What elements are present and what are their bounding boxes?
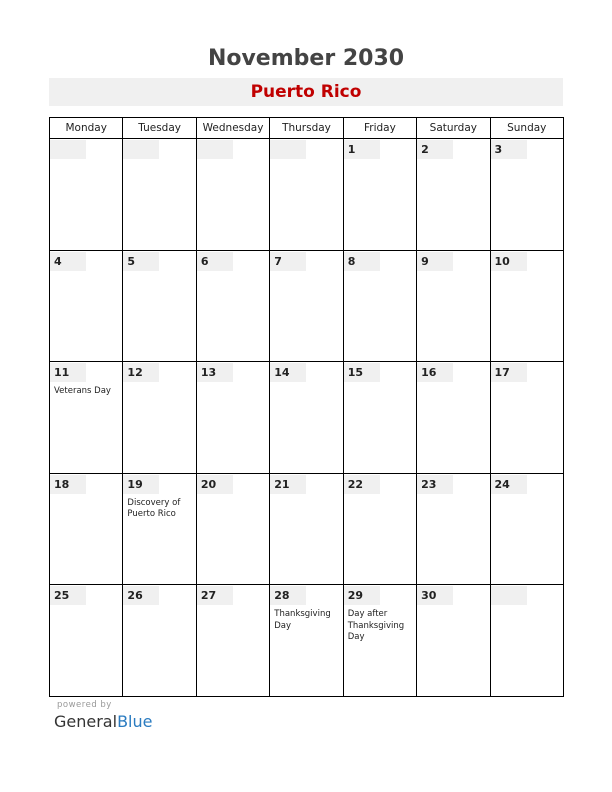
day-number-box [123,140,159,159]
weekday-header: Friday [344,118,417,139]
week-row [50,139,564,251]
day-number-box [344,252,380,271]
day-cell [344,362,417,474]
calendar-grid [49,117,564,697]
day-cell [491,251,564,363]
day-cell [344,585,417,697]
day-number: 4 [54,254,62,268]
day-number-box [50,363,86,382]
day-number-box [417,363,453,382]
day-cell [491,474,564,586]
day-number-box [270,475,306,494]
day-cell [197,251,270,363]
day-cell [197,362,270,474]
day-number: 6 [200,254,209,268]
day-number-box [197,140,233,159]
weekday-header: Monday [50,118,123,139]
day-cell [491,585,564,697]
day-number-box [344,586,380,605]
day-cell [270,251,343,363]
day-cell [123,362,196,474]
generalblue-logo[interactable] [54,712,152,731]
day-number-box [491,586,527,605]
day-number-box [344,140,380,159]
day-cell [50,474,123,586]
country-name: Puerto Rico [250,82,362,102]
day-number-box [123,363,159,382]
day-number-box [344,475,380,494]
day-number: 20 [200,477,217,491]
day-number-box [491,475,527,494]
day-number: 7 [274,254,282,268]
day-cell [270,139,343,251]
day-cell [197,474,270,586]
day-number: 10 [494,254,510,268]
week-row [50,585,564,697]
day-number: 25 [54,589,70,603]
day-cell [491,139,564,251]
day-number-box [197,252,233,271]
day-number: 12 [127,366,143,380]
brand-general: General [54,712,118,731]
day-number: 15 [347,366,363,380]
day-cell [344,139,417,251]
day-number: 26 [127,589,143,603]
day-number-box [417,586,453,605]
day-number: 27 [200,589,217,603]
day-cell [270,585,343,697]
day-cell [50,362,123,474]
day-cell [197,139,270,251]
day-number-box [270,140,306,159]
holiday-label: Veterans Day [54,386,111,397]
day-number-box [491,363,527,382]
day-number: 11 [54,366,70,380]
day-number: 8 [347,254,356,268]
day-cell [50,139,123,251]
day-cell [197,585,270,697]
brand-blue: Blue [117,712,153,731]
day-number-box [197,475,233,494]
holiday-label: Thanksgiving Day [274,609,331,631]
day-number: 21 [274,477,290,491]
day-cell [123,585,196,697]
day-number: 2 [421,143,429,156]
day-number: 9 [421,254,429,268]
day-cell [50,585,123,697]
holiday-label: Day after Thanksgiving Day [347,609,405,643]
day-number-box [491,252,527,271]
day-cell [417,585,490,697]
day-number: 23 [421,477,437,491]
day-number-box [270,363,306,382]
day-number-box [123,475,159,494]
day-cell [50,251,123,363]
day-cell [417,474,490,586]
day-cell [123,139,196,251]
week-row [50,474,564,586]
day-cell [270,474,343,586]
day-number-box [417,140,453,159]
week-row [50,251,564,363]
weekday-header: Thursday [270,118,343,139]
day-number: 17 [494,366,510,380]
day-number-box [50,252,86,271]
day-cell [417,362,490,474]
day-number-box [417,252,453,271]
day-cell [417,251,490,363]
week-row [50,362,564,474]
day-number-box [50,586,86,605]
day-cell [491,362,564,474]
day-number-box [417,475,453,494]
day-cell [344,251,417,363]
day-number: 18 [54,477,70,491]
day-number-box [50,140,86,159]
weekday-header: Wednesday [197,118,270,139]
day-number-box [197,586,233,605]
weekday-header: Saturday [417,118,490,139]
holiday-label: Discovery of Puerto Rico [127,497,181,520]
country-banner [49,78,563,106]
weekday-header: Tuesday [123,118,196,139]
calendar-title: November 2030 [207,46,405,71]
day-number: 22 [347,477,363,491]
day-number: 28 [274,589,290,603]
day-number-box [344,363,380,382]
day-number: 14 [274,366,290,380]
day-cell [417,139,490,251]
day-number-box [270,586,306,605]
powered-by-text: powered by [57,700,112,710]
day-number-box [270,252,306,271]
day-number-box [50,475,86,494]
day-number: 13 [200,366,217,380]
day-cell [344,474,417,586]
day-number-box [123,586,159,605]
day-number: 16 [421,366,437,380]
day-cell [270,362,343,474]
day-number: 1 [347,143,356,156]
day-number: 30 [421,589,437,603]
day-number-box [197,363,233,382]
day-number: 24 [494,477,510,491]
day-number: 5 [127,254,136,268]
weekday-header-row [50,118,564,139]
day-number-box [123,252,159,271]
day-number: 19 [127,477,143,491]
day-cell [123,251,196,363]
day-number: 3 [494,143,503,156]
weekday-header: Sunday [491,118,564,139]
day-number-box [491,140,527,159]
day-cell [123,474,196,586]
day-number: 29 [347,589,363,603]
